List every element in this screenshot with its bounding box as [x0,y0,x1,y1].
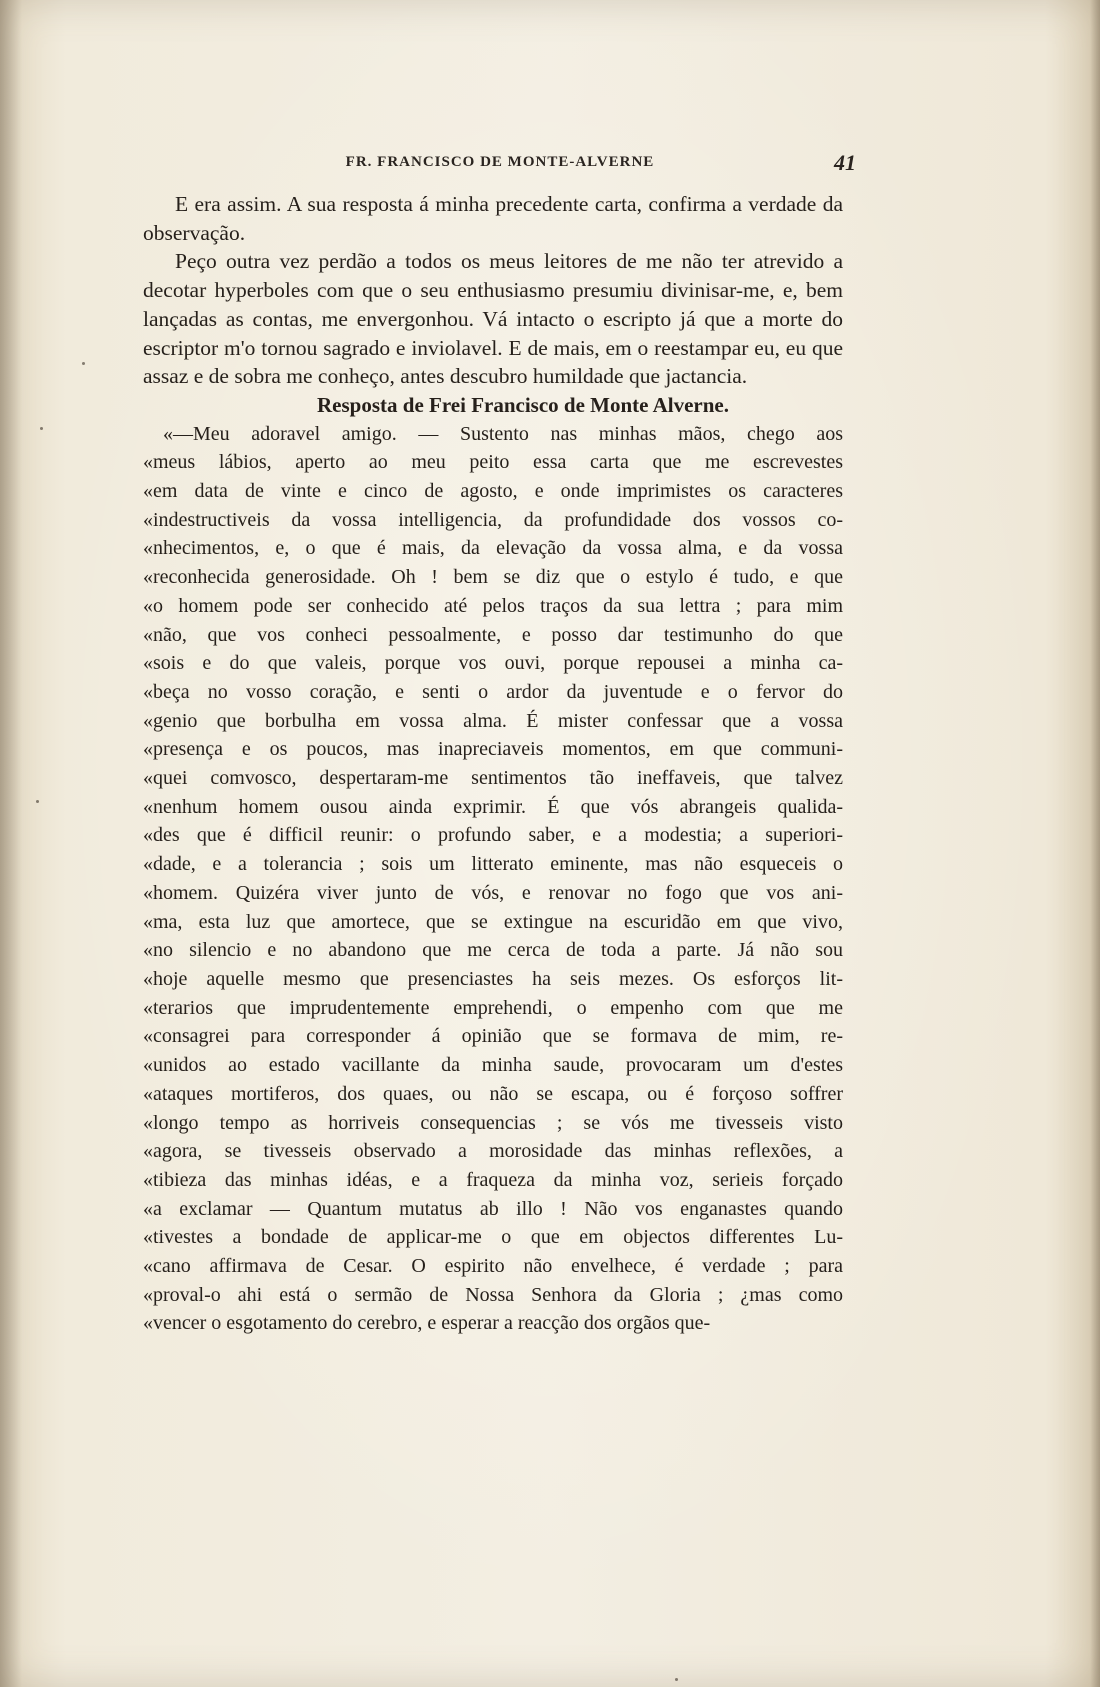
paper-speck [675,1678,678,1681]
letter-line: «consagrei para corresponder á opinião que se formava de mim, re- [143,1025,843,1048]
section-heading: Resposta de Frei Francisco de Monte Alverne. [317,392,729,417]
running-title: FR. FRANCISCO DE MONTE-ALVERNE [345,154,655,170]
letter-line: «genio que borbulha em vossa alma. É mister confessar que a vossa [143,709,843,732]
letter-line: «dade, e a tolerancia ; sois um litterato eminente, mas não esqueceis o [143,853,843,876]
letter-line: «agora, se tivesseis observado a morosidade das minhas reflexões, a [143,1140,843,1163]
letter-line: «hoje aquelle mesmo que presenciastes ha seis mezes. Os esforços lit- [143,967,843,990]
letter-line: «tibieza das minhas idéas, e a fraqueza da minha voz, serieis forçado [143,1168,843,1191]
page-number: 41 [834,150,856,175]
paper-speck [82,362,85,365]
letter-line: «quei comvosco, despertaram-me sentimentos tão ineffaveis, que talvez [143,767,843,790]
letter-line: «indestructiveis da vossa intelligencia, da profundidade dos vossos co- [143,508,843,531]
letter-line: «homem. Quizéra viver junto de vós, e renovar no fogo que vos ani- [143,881,843,904]
main-text [143,190,843,1338]
paragraph-intro: E era assim. A sua resposta á minha precedente carta, confirma a verdade da observação. [143,192,843,245]
paragraph-apology: Peço outra vez perdão a todos os meus leitores de me não ter atrevido a decotar hyperboles com que o seu enthusiasmo presumiu divinisar-me, e, bem lançadas as contas, me envergonhou. Vá intacto o escripto já que a morte do escriptor m'o tornou sagrado e inviolavel. E de mais, em o reestampar eu, eu que assaz e de sobra me conheço, antes descubro humildade que jactancia. [143,249,843,389]
letter-line: «—Meu adoravel amigo. — Sustento nas minhas mãos, chego aos [163,422,843,445]
letter-quote [143,420,843,1339]
letter-line: «ma, esta luz que amortece, que se extingue na escuridão em que vivo, [143,910,843,933]
paper-speck [40,427,43,430]
page-edge-shadow [1090,0,1100,1687]
letter-line: «longo tempo as horriveis consequencias ; se vós me tivesseis visto [143,1111,843,1134]
letter-line: «proval-o ahi está o sermão de Nossa Senhora da Gloria ; ¿mas como [143,1283,843,1306]
letter-line: «o homem pode ser conhecido até pelos traços da sua lettra ; para mim [143,594,843,617]
letter-line: «sois e do que valeis, porque vos ouvi, porque repousei a minha ca- [143,652,843,675]
letter-line: «tivestes a bondade de applicar-me o que em objectos differentes Lu- [143,1226,843,1249]
letter-line: «unidos ao estado vacillante da minha saude, provocaram um d'estes [143,1054,843,1077]
letter-line: «reconhecida generosidade. Oh ! bem se diz que o estylo é tudo, e que [143,566,843,589]
letter-line: «presença e os poucos, mas inapreciaveis momentos, em que communi- [143,738,843,761]
letter-line: «ataques mortiferos, dos quaes, ou não se escapa, ou é forçoso soffrer [143,1082,843,1105]
letter-line: «cano affirmava de Cesar. O espirito não envelhece, é verdade ; para [143,1255,843,1278]
letter-line: «não, que vos conheci pessoalmente, e posso dar testimunho do que [143,623,843,646]
letter-line: «des que é difficil reunir: o profundo saber, e a modestia; a superiori- [143,824,843,847]
letter-line: «em data de vinte e cinco de agosto, e onde imprimistes os caracteres [143,480,843,503]
letter-line: «a exclamar — Quantum mutatus ab illo ! Não vos enganastes quando [143,1197,843,1220]
letter-line: «terarios que imprudentemente emprehendi, o empenho com que me [143,996,843,1019]
letter-line: «no silencio e no abandono que me cerca de toda a parte. Já não sou [143,939,843,962]
paper-speck [36,800,39,803]
letter-line: «vencer o esgotamento do cerebro, e esperar a reacção dos orgãos que- [143,1312,711,1335]
letter-line: «meus lábios, aperto ao meu peito essa carta que me escrevestes [143,451,843,474]
letter-line: «nenhum homem ousou ainda exprimir. É que vós abrangeis qualida- [143,795,843,818]
letter-line: «nhecimentos, e, o que é mais, da elevação da vossa alma, e da vossa [143,537,843,560]
running-head [144,150,856,180]
page-gutter-shadow [0,0,22,1687]
letter-line: «beça no vosso coração, e senti o ardor da juventude e o fervor do [143,680,843,703]
